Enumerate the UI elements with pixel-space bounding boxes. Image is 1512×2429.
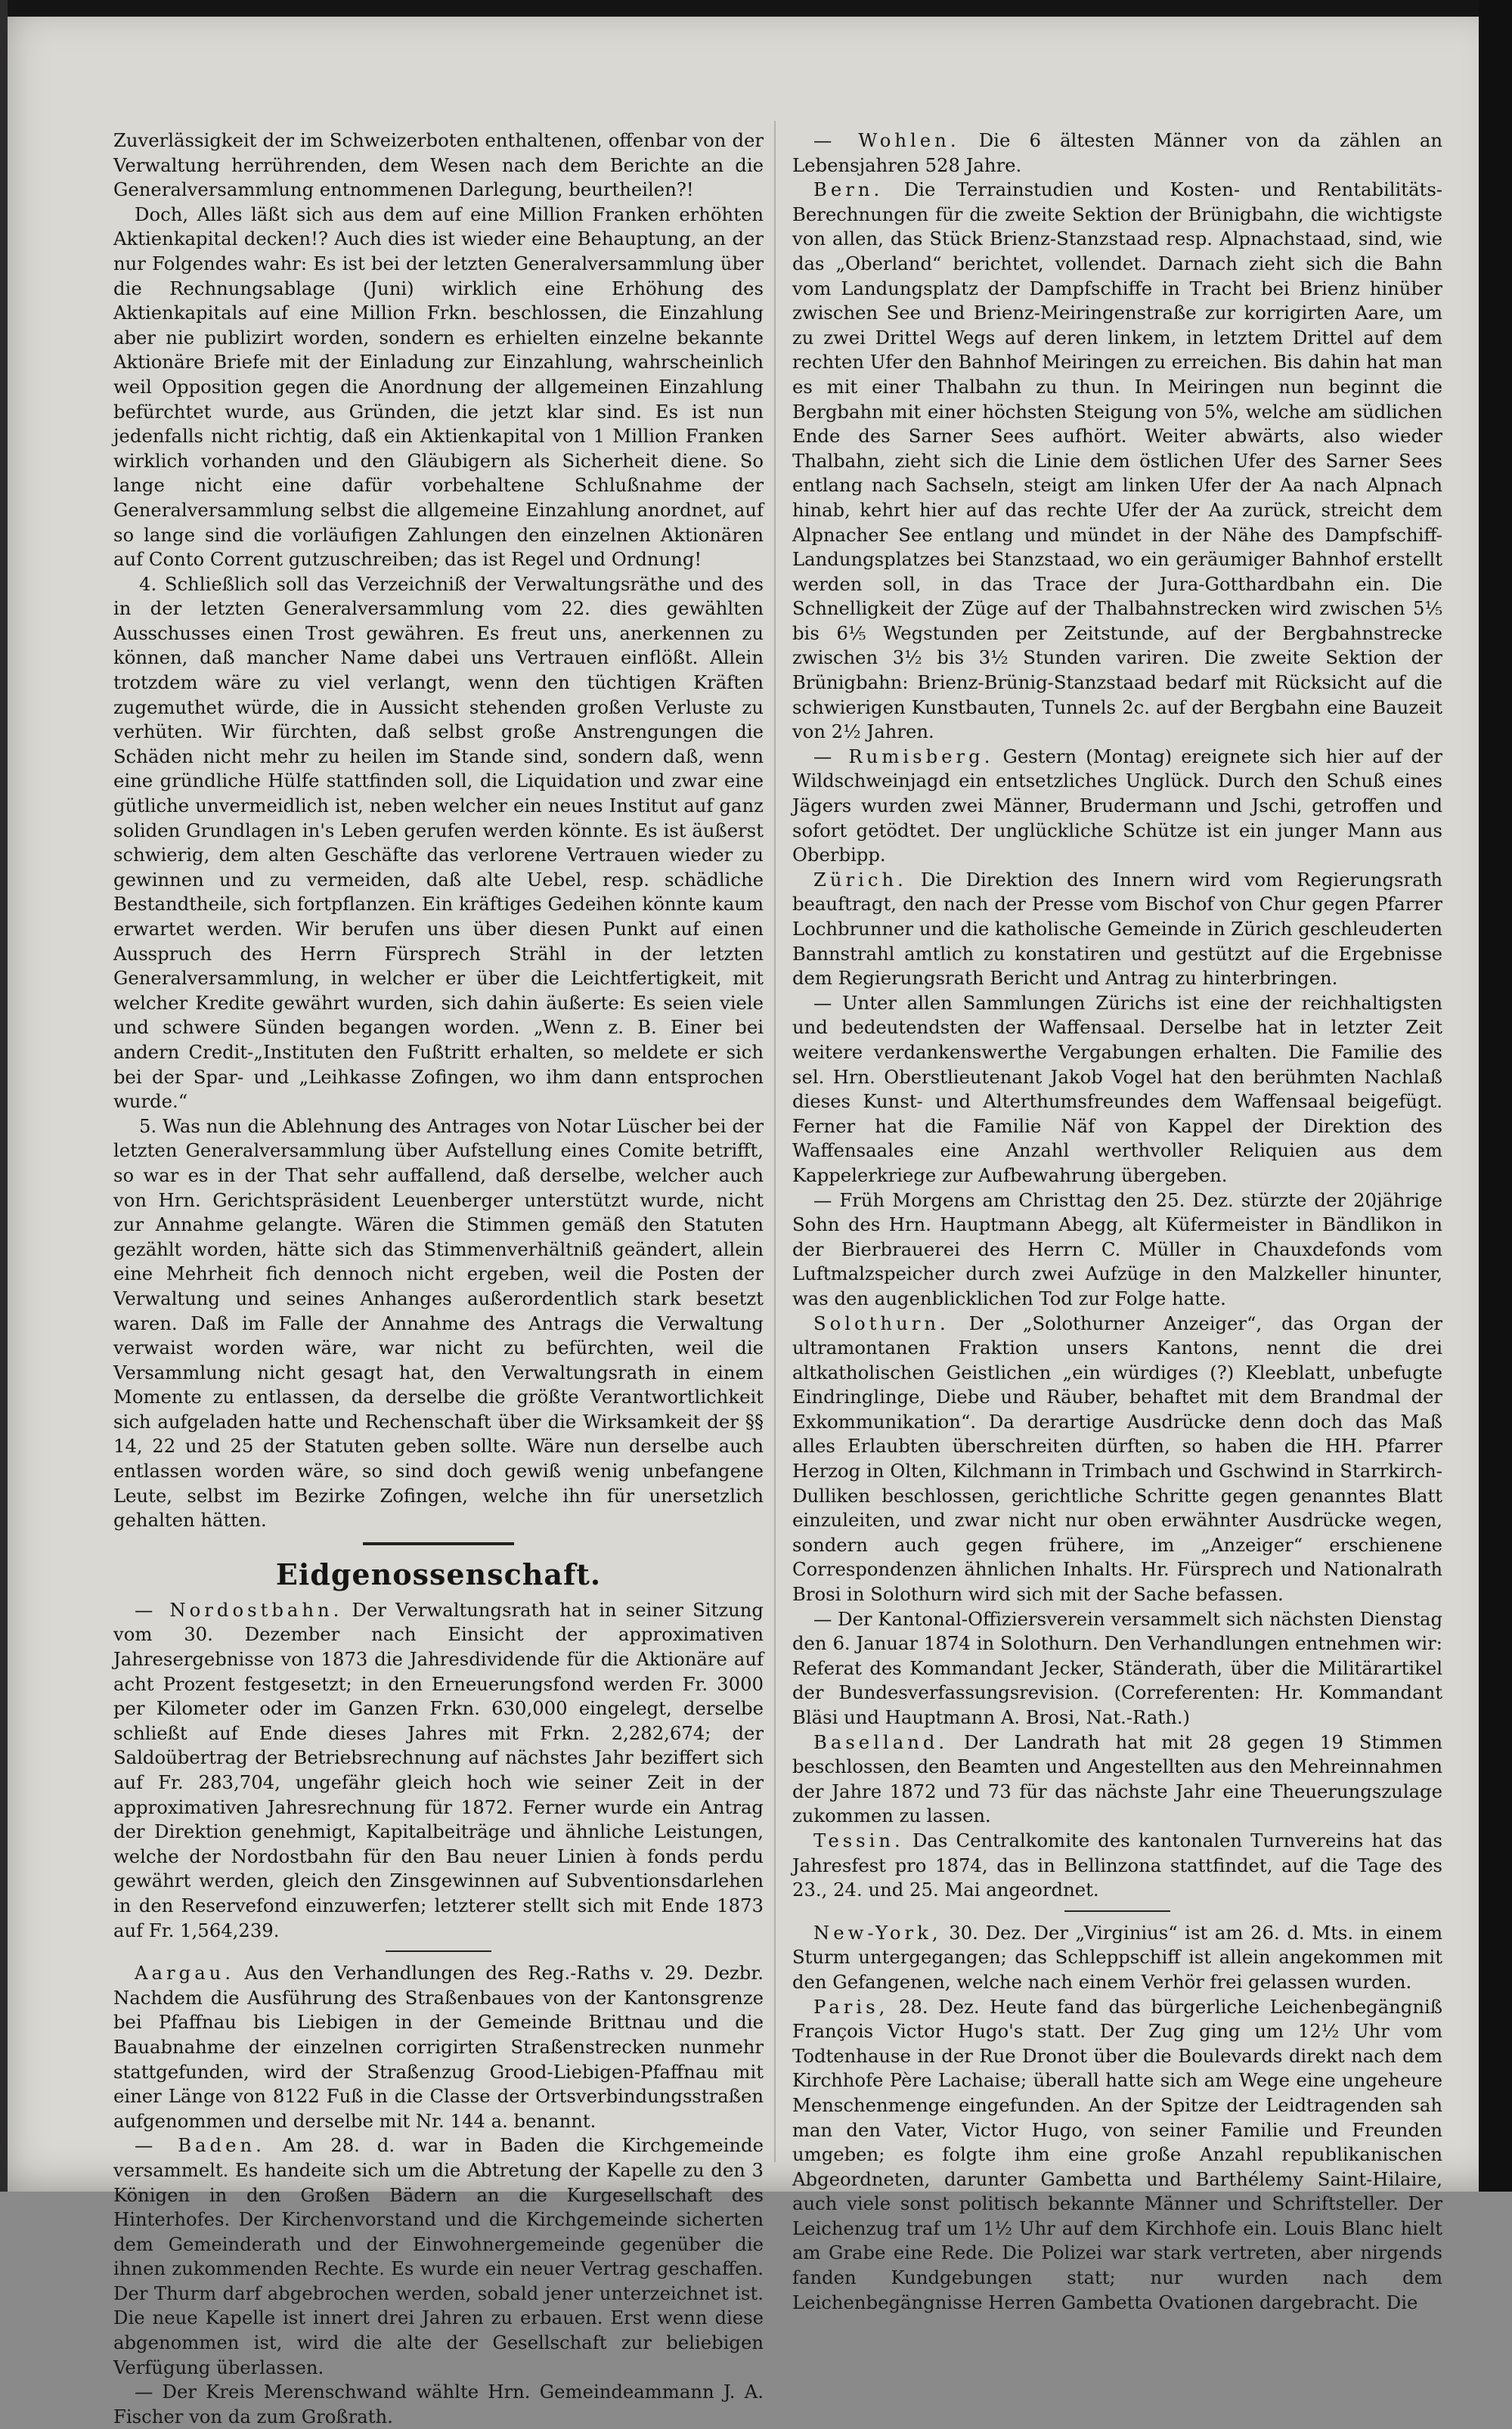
news-item-baden	[113, 2133, 764, 2380]
article-paragraph: 5. Was nun die Ablehnung des Antrages von Notar Lüscher bei der letzten Generalversammlung über Aufstellung eines Comite betrifft, so war es in der That sehr auffallend, daß derselbe, welcher auch von Hrn. Gerichtspräsident Leuenberger unterstützt wurde, nicht zur Annahme gelangte. Wären die Stimmen gemäß den Statuten gezählt worden, hätte sich das Stimmenverhältniß geändert, allein eine Mehrheit fich dennoch nicht ergeben, weil die Posten der Verwaltung und seines Anhanges außerordentlich stark besetzt waren. Daß im Falle der Annahme des Antrags die Verwaltung verwaist worden wäre, war nicht zu befürchten, weil die Versammlung nicht gesagt hat, den Verwaltungsrath in einem Momente zu entlassen, da derselbe die größte Verantwortlichkeit sich aufgeladen hatte und Rechenschaft über die Wirksamkeit der §§ 14, 22 und 25 der Statuten geben sollte. Wäre nun derselbe auch entlassen worden wäre, so sind doch gewiß wenig unbefangene Leute, selbst im Bezirke Zofingen, welche ihn für unersetzlich gehalten hätten.	[113, 1114, 764, 1532]
news-item-wohlen	[792, 129, 1442, 178]
news-item-solothurn	[792, 1312, 1442, 1607]
news-text: Der „Solothurner Anzeiger“, das Organ der ultramontanen Fraktion unsers Kantons, nennt die drei altkatholischen Geistlichen „ein würdiges (?) Kleeblatt, unbefugte Eindringlinge, Diebe und Räuber, behaftet mit dem Brandmal der Exkommunikation“. Da derartige Ausdrücke denn doch das Maß alles Erlaubten überschreiten dürften, so haben die HH. Pfarrer Herzog in Olten, Kilchmann in Trimbach und Gschwind in Starrkirch-Dulliken beschlossen, gerichtliche Schritte gegen genanntes Blatt einzuleiten, und zwar nicht nur oben erwähnter Ausdrücke wegen, sondern auch gegen frühere, im „Anzeiger“ erschienene Correspondenzen ähnlichen Inhalts. Hr. Fürsprech und Nationalrath Brosi in Solothurn wird sich mit der Sache befassen.	[792, 1312, 1442, 1606]
news-item-tessin	[792, 1829, 1442, 1903]
right-border	[1479, 0, 1512, 2192]
section-title: Eidgenossenschaft.	[275, 1557, 602, 1591]
news-item-baselland	[792, 1730, 1442, 1829]
news-text: Aus den Verhandlungen des Reg.-Raths v. 29. Dezbr. Nachdem die Ausführung des Straßenbaues von der Kantonsgrenze bei Pfaffnau bis Liebigen in der Gemeinde Brittnau und die Bauabnahme der einzelnen corrigirten Straßenstrecken nunmehr stattgefunden, wird der Straßenzug Grood-Liebigen-Pfaffnau mit einer Länge von 8122 Fuß in die Classe der Ortsverbindungsstraßen aufgenommen und derselbe mit Nr. 144 a. benannt.	[113, 1962, 764, 2132]
news-text: Am 28. d. war in Baden die Kirchgemeinde versammelt. Es handeite sich um die Abtretung der Kapelle zu den 3 Königen in den Großen Bädern an die Kurgesellschaft des Hinterhofes. Der Kirchenvorstand und die Kirchgemeinde sicherten dem Gemeinderath und der Einwohnergemeinde gegenüber die ihnen zukommenden Rechte. Es wurde ein neuer Vertrag geschaffen. Der Thurm darf abgebrochen werden, sobald jener unterzeichnet ist. Die neue Kapelle ist innert drei Jahren zu erbauen. Erst wenn diese abgenommen ist, wird die alte der Gesellschaft zur beliebigen Verfügung überlassen.	[113, 2134, 764, 2378]
section-rule	[363, 1542, 514, 1545]
news-text: Gestern (Montag) ereignete sich hier auf der Wildschweinjagd ein entsetzliches Unglück. Durch den Schuß eines Jägers wurden zwei Männer, Brudermann und Jschi, getroffen und sofort getödtet. Der unglückliche Schütze ist ein junger Mann aus Oberbipp.	[792, 745, 1442, 866]
place-name: — Nordostbahn.	[135, 1598, 343, 1621]
news-item-zurich	[792, 868, 1442, 991]
article-paragraph: 4. Schließlich soll das Verzeichniß der Verwaltungsräthe und des in der letzten Generalversammlung vom 22. dies gewählten Ausschusses einen Trost gewähren. Es freut uns, anerkennen zu können, daß mancher Name dabei uns Vertrauen einflößt. Allein trotzdem wäre zu viel verlangt, wenn den tüchtigen Kräften zugemuthet würde, die in Aussicht stehenden großen Verluste zu verhüten. Wir fürchten, daß selbst große Anstrengungen die Schäden nicht mehr zu heilen im Stande sind, sondern daß, wenn eine gründliche Hülfe stattfinden soll, die Liquidation und zwar eine gütliche unvermeidlich ist, neben welcher ein neues Institut auf ganz soliden Grundlagen in's Leben gerufen werden könnte. Es ist äußerst schwierig, dem alten Geschäfte das verlorene Vertrauen wieder zu gewinnen und zu vermeiden, daß alte Uebel, resp. schädliche Bestandtheile, sich fortpflanzen. Ein kräftiges Gedeihen könnte kaum erwartet werden. Wir berufen uns über diesen Punkt auf einen Ausspruch des Herrn Fürsprech Strähl in der letzten Generalversammlung, in welcher er über die Leichtfertigkeit, mit welcher Kredite gewährt wurden, sich dahin äußerte: Es seien viele und schwere Sünden begangen worden. „Wenn z. B. Einer bei andern Credit-„Instituten den Fußtritt erhalten, so meldete er sich bei der Spar- und „Leihkasse Zofingen, wo ihm dann entsprochen wurde.“	[113, 572, 764, 1113]
news-text: 30. Dez. Der „Virginius“ ist am 26. d. Mts. in einem Sturm untergegangen; das Schleppschiff ist allein angekommen mit den Gefangenen, welche nach einem Verhör frei gelassen wurden.	[792, 1921, 1442, 1993]
article-paragraph: Zuverlässigkeit der im Schweizerboten enthaltenen, offenbar von der Verwaltung herrührenden, dem Wesen nach dem Berichte an die Generalversammlung entnommenen Darlegung, beurtheilen?!	[113, 129, 764, 201]
left-border	[0, 0, 8, 2192]
news-text: Die Direktion des Innern wird vom Regierungsrath beauftragt, den nach der Presse vom Bischof von Chur gegen Pfarrer Lochbrunner und die katholische Gemeinde in Zürich geschleuderten Bannstrahl amtlich zu konstatiren und gestützt auf die Ergebnisse dem Regierungsrath Bericht und Antrag zu hinterbringen.	[792, 868, 1442, 990]
place-name: — Baden.	[135, 2134, 265, 2157]
news-text: Der Landrath hat mit 28 gegen 19 Stimmen beschlossen, den Beamten und Angestellten aus den Mehreinnahmen der Jahre 1872 und 73 für das nächste Jahr eine Theuerungszulage zukommen zu lassen.	[792, 1730, 1442, 1827]
news-text: Der Verwaltungsrath hat in seiner Sitzung vom 30. Dezember nach Einsicht der approximativen Jahresergebnisse von 1873 die Jahresdividende für die Aktionäre auf acht Prozent festgesetzt; in den Erneuerungsfond werden Fr. 3000 per Kilometer oder im Ganzen Frkn. 630,000 eingelegt, derselbe schließt auf Ende dieses Jahres mit Frkn. 2,282,674; der Saldoübertrag der Betriebsrechnung auf nächstes Jahr beziffert sich auf Fr. 283,704, ungefähr gleich hoch wie seiner Zeit in der approximativen Jahresrechnung für 1872. Ferner wurde ein Antrag der Direktion genehmigt, Kapitalbeiträge und ähnliche Leistungen, welche der Nordostbahn für den Bau neuer Linien à fonds perdu gewährt werden, gleich den Zinsgewinnen auf Subventionsdarlehen in den Reservefond einzuwerfen; letzterer stellt sich mit Ende 1873 auf Fr. 1,564,239.	[113, 1598, 764, 1941]
left-column	[113, 129, 764, 2429]
column-divider	[774, 121, 776, 2162]
news-text: 28. Dez. Heute fand das bürgerliche Leichenbegängniß François Victor Hugo's statt. Der Zug ging um 12½ Uhr vom Todtenhause in der Rue Dronot über die Boulevards direkt nach dem Kirchhofe Père Lachaise; überall hatte sich am Wege eine ungeheure Menschenmenge eingefunden. An der Spitze der Leidtragenden sah man den Vater, Victor Hugo, von seiner Familie und Freunden umgeben; es folgte ihm eine große Anzahl republikanischen Abgeordneten, darunter Gambetta und Barthélemy Saint-Hilaire, auch viele sonst politisch bekannte Männer und Schriftsteller. Der Leichenzug traf um 1½ Uhr auf dem Kirchhofe ein. Louis Blanc hielt am Grabe eine Rede. Die Polizei war stark vertreten, aber nirgends fanden Kundgebungen statt; nur wurden nach dem Leichenbegängnisse Herren Gambetta Ovationen dargebracht. Die	[792, 1995, 1442, 2313]
news-item-zurich-waffensaal: — Unter allen Sammlungen Zürichs ist eine der reichhaltigsten und bedeutendsten der Waffensaal. Derselbe hat in letzter Zeit weitere verdankenswerthe Vergabungen erhalten. Die Familie des sel. Hrn. Oberstlieutenant Jakob Vogel hat den berühmten Nachlaß dieses Kunst- und Alterthumsfreundes dem Waffensaal beigefügt. Ferner hat die Familie Näf von Kappel der Direktion des Waffensaales eine Anzahl werthvoller Reliquien aus dem Kappelerkriege zur Aufbewahrung übergeben.	[792, 991, 1442, 1186]
right-column	[792, 129, 1442, 2315]
place-name: Zürich.	[813, 868, 907, 891]
news-item-newyork	[792, 1921, 1442, 1995]
place-name: — Wohlen.	[813, 129, 960, 151]
place-name: Tessin.	[813, 1829, 904, 1851]
separator-rule	[386, 1950, 491, 1952]
news-item-merenschwand: — Der Kreis Merenschwand wählte Hrn. Gemeindeammann J. A. Fischer von da zum Großrath.	[113, 2381, 764, 2427]
news-item-zurich-unfall: — Früh Morgens am Christtag den 25. Dez. stürzte der 20jährige Sohn des Hrn. Hauptmann Abegg, alt Küfermeister in Bändlikon in der Bierbrauerei des Herrn C. Müller in Chauxdefonds vom Luftmalzspeicher durch zwei Aufzüge in den Malzkeller hinunter, was den augenblicklichen Tod zur Folge hatte.	[792, 1188, 1442, 1309]
news-item-offiziersverein: — Der Kantonal-Offiziersverein versammelt sich nächsten Dienstag den 6. Januar 1874 in Solothurn. Den Verhandlungen entnehmen wir: Referat des Kommandant Jecker, Ständerath, über die Militärartikel der Bundesverfassungsrevision. (Correferenten: Hr. Kommandant Bläsi und Hauptmann A. Brosi, Nat.-Rath.)	[792, 1607, 1442, 1728]
article-paragraph: Doch, Alles läßt sich aus dem auf eine Million Franken erhöhten Aktienkapital decken!? Auch dies ist wieder eine Behauptung, an der nur Folgendes wahr: Es ist bei der letzten Generalversammlung über die Rechnungsablage (Juni) wirklich eine Erhöhung des Aktienkapitals auf eine Million Frkn. beschlossen, die Einzahlung aber nie publizirt worden, sondern es erhielten einzelne bekannte Aktionäre Briefe mit der Einladung zur Einzahlung, wahrscheinlich weil Opposition gegen die Anordnung der allgemeinen Einzahlung befürchtet wurde, aus Gründen, die jetzt klar sind. Es ist nun jedenfalls nicht richtig, daß ein Aktienkapital von 1 Million Franken wirklich vorhanden und den Gläubigern als Sicherheit diene. So lange nicht eine dafür vorbehaltene Schlußnahme der Generalversammlung selbst die allgemeine Einzahlung anordnet, auf so lange sind die vorläufigen Zahlungen den einzelnen Aktionären auf Conto Corrent gutzuschreiben; das ist Regel und Ordnung!	[113, 203, 764, 571]
news-text: Die Terrainstudien und Kosten- und Rentabilitäts-Berechnungen für die zweite Sektion der Brünigbahn, die wichtigste von allen, das Stück Brienz-Stanzstaad resp. Alpnachstaad, sind, wie das „Oberland“ berichtet, vollendet. Darnach zieht sich die Bahn vom Landungsplatz der Dampfschiffe in Tracht bei Brienz hinüber zwischen See und Brienz-Meiringenstraße zur korrigirten Aare, um zu zwei Drittel Wegs auf deren linkem, in letztem Drittel auf dem rechten Ufer den Bahnhof Meiringen zu erreichen. Bis dahin hat man es mit einer Thalbahn zu thun. In Meiringen nun beginnt die Bergbahn mit einer höchsten Steigung von 5%, welche am südlichen Ende des Sarner Sees aufhört. Weiter abwärts, also wieder Thalbahn, zieht sich die Linie dem östlichen Ufer des Sarner Sees entlang nach Sachseln, steigt am linken Ufer der Aa nach Alpnach hinab, kehrt hier auf das rechte Ufer der Aa zurück, streicht dem Alpnacher See entlang und mündet in der Nähe des Dampfschiff-Landungsplatzes bei Stanzstaad, wo ein geräumiger Bahnhof erstellt werden soll, in das Trace der Jura-Gotthardbahn ein. Die Schnelligkeit der Züge auf der Thalbahnstrecken wird zwischen 5⅕ bis 6⅕ Wegstunden per Zeitstunde, auf der Bergbahnstrecke zwischen 3½ bis 3½ Stunden variren. Die zweite Sektion der Brünigbahn: Brienz-Brünig-Stanzstaad bedarf mit Rücksicht auf die schwierigen Kunstbauten, Tunnels 2c. auf der Bergbahn eine Bauzeit von 2½ Jahren.	[792, 178, 1443, 743]
place-name: Bern.	[813, 178, 884, 201]
news-item-bern	[792, 178, 1442, 745]
news-item-paris	[792, 1995, 1442, 2316]
place-name: New-York,	[813, 1921, 942, 1944]
news-item-rumisberg	[792, 745, 1442, 868]
place-name: Solothurn.	[813, 1312, 950, 1334]
place-name: Aargau.	[135, 1962, 235, 1984]
news-text: Das Centralkomite des kantonalen Turnvereins hat das Jahresfest pro 1874, das in Bellinzona stattfindet, auf die Tage des 23., 24. und 25. Mai angeordnet.	[792, 1829, 1442, 1901]
top-border	[0, 0, 1512, 17]
separator-rule	[1064, 1910, 1170, 1912]
place-name: Baselland.	[813, 1730, 949, 1753]
news-text: Die 6 ältesten Männer von da zählen an Lebensjahren 528 Jahre.	[792, 129, 1442, 176]
place-name: — Rumisberg.	[813, 745, 994, 767]
place-name: Paris,	[813, 1995, 889, 2018]
news-item-nordostbahn	[113, 1598, 764, 1943]
news-item-aargau	[113, 1961, 764, 2133]
